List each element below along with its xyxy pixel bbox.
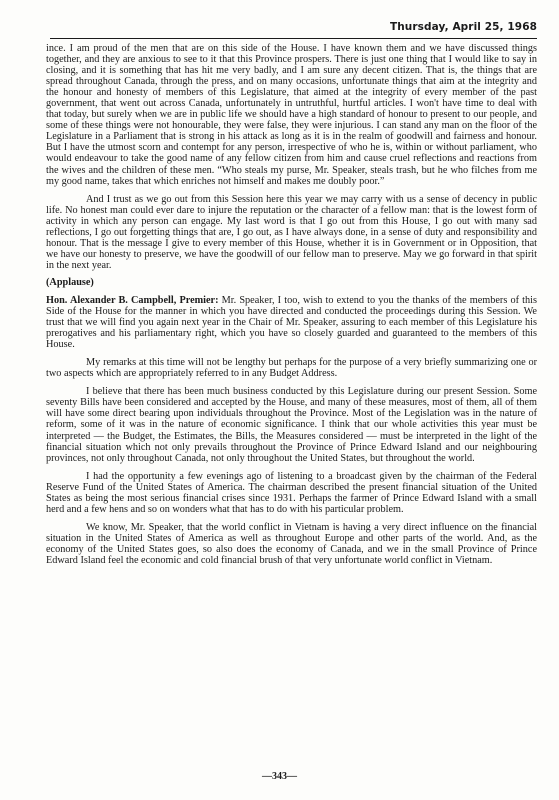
- paragraph-6: I had the opportunity a few evenings ago of listening to a broadcast given by the chairman of the Federal Reserve Fund of the United States of America. The chairman described the present financial situation of the United States as being the most serious financial crises since 1931. Perhaps the farmer of Prince Edward Island with a small herd and a few hens and so on wonders what that has to do with his particular problem.: [46, 470, 537, 515]
- page-header: [50, 18, 537, 39]
- speaker-name: Hon. Alexander B. Campbell, Premier:: [46, 294, 219, 306]
- paragraph-4: My remarks at this time will not be lengthy but perhaps for the purpose of a very briefly summarizing one or two aspects which are appropriately referred to in any Budget Address.: [46, 357, 537, 380]
- paragraph-1: ince. I am proud of the men that are on this side of the House. I have known them and we have discussed things together, and they are anxious to see to it that this Province prospers. There is just one thing that I would like to say in closing, and it is something that has hit me very badly, and I am sure any decent citizen. That is, the things that are spread throughout Canada, through the press, and on many occasions, unfortunate things that aim at the integrity and the honour and honesty of members of this Legislature, that aimed at the integrity of every member of the past government, that went out across Canada, unfortunately in untruthful, hurtful articles. I won't have time to deal with that today, but surely when we are in public life we should have a high standard of honour to present to our people, and some of these things were not honourable, they were false, they were injurious. I can stand any man on the floor of the Legislature in a Parliament that is strong in his attack as long as it is in the realm of goodwill and fairness and honour. But I have the utmost scorn and contempt for any person, irrespective of who he is, within or without parliament, who would endeavour to take the good name of any fellow citizen from him and cause cruel reflections and reactions from the wives and the children of these men. “Who steals my purse, Mr. Speaker, steals trash, but he who filches from me my good name, takes that which enriches not himself and makes me doubly poor.”: [46, 43, 537, 187]
- body-text: [46, 43, 537, 566]
- paragraph-3-text: Mr. Speaker, I too, wish to extend to you the thanks of the members of this Side of the House for the manner in which you have directed and conducted the proceedings during this Session. We trust that we will find you again next year in the Chair of Mr. Speaker, assuring to each member of this Legislature his prerogatives and his parliamentary right, which you have so closely guarded and guaranteed to the members of this House.: [46, 294, 537, 351]
- applause-note: (Applause): [46, 276, 94, 288]
- header-date: Thursday, April 25, 1968: [389, 21, 537, 33]
- paragraph-2: And I trust as we go out from this Session here this year we may carry with us a sense of decency in public life. No honest man could ever dare to injure the reputation or the character of a fellow man: that is the lowest form of activity in which any person can engage. My last word is that I go out from this House, I go out with many sad reflections, I go out forgetting things that are, I go out, as I have always done, in a sense of duty and responsibility and honour. That is the message I give to every member of this House, whether it is in Government or in Opposition, that we have our honesty to preserve, we have the goodwill of our fellow man to preserve. May we go forward in that spirit in the next year.: [46, 193, 537, 271]
- paragraph-7: We know, Mr. Speaker, that the world conflict in Vietnam is having a very direct influence on the financial situation in the United States of America as well as throughout Europe and other parts of the world. And, as the economy of the United States goes, so also does the economy of Canada, and we in the small Province of Prince Edward Island feel the economic and cold financial brush of that very unfortunate world conflict in Vietnam.: [46, 521, 537, 566]
- paragraph-3: [46, 295, 537, 350]
- page-number: —343—: [262, 771, 297, 782]
- paragraph-5: I believe that there has been much business conducted by this Legislature during our present Session. Some seventy Bills have been considered and accepted by the House, and many of these measures, most of them, all of them will have some direct bearing upon individuals throughout the Province. Most of the Legislation was in the nature of reform, some of it was in the nature of economic significance. I think that our whole activities this year must be interpreted — the Budget, the Estimates, the Bills, the Measures considered — must be interpreted in the light of the financial situation which not only prevails throughout the Province of Prince Edward Island and our neighbouring provinces, not only throughout Canada, not only throughout the United States, but throughout the world.: [46, 386, 537, 464]
